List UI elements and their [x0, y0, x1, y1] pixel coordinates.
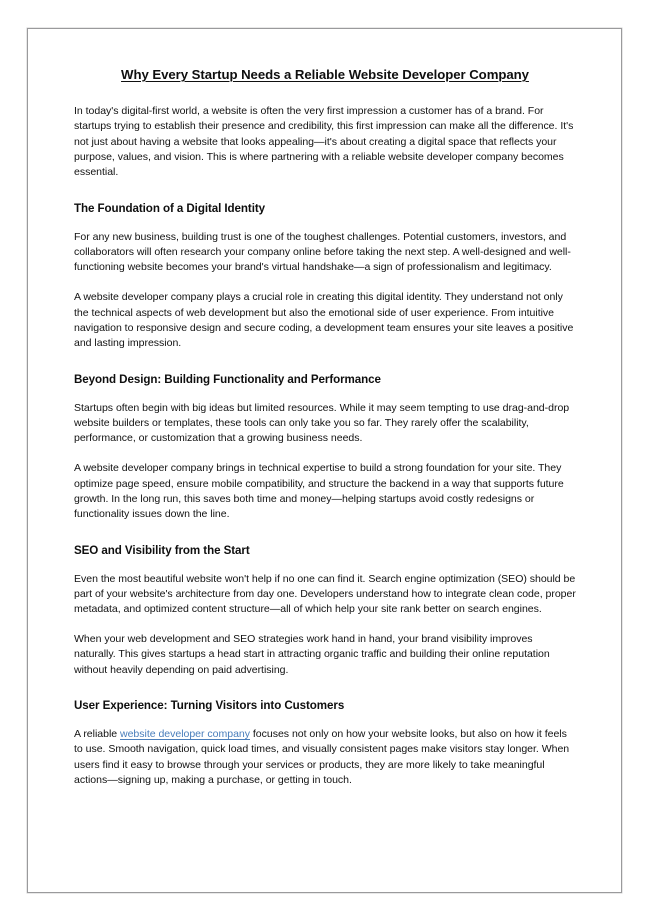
- paragraph-foundation-2: A website developer company plays a crucial role in creating this digital identity. They understand not only the technical aspects of web development but also the emotional side of user experience. From intuitive navigation to responsive design and secure coding, a development team ensures your site leaves a positive and lasting impression.: [74, 291, 574, 350]
- paragraph-seo-1: Even the most beautiful website won't help if no one can find it. Search engine optimization (SEO) should be part of your website's architecture from day one. Developers understand how to integrate clean code, proper metadata, and optimized content structure—all of which help your site rank better on search engines.: [74, 572, 576, 616]
- paragraph-intro: In today's digital-first world, a website is often the very first impression a customer has of a brand. For startups trying to establish their presence and credibility, this first impression can make all the difference. It's not just about having a website that looks appealing—it's about creating a digital space that reflects your purpose, values, and vision. This is where partnering with a reliable website developer company becomes essential.: [74, 105, 574, 179]
- heading-user-experience: User Experience: Turning Visitors into Customers: [74, 699, 345, 713]
- page-title: [74, 67, 576, 83]
- website-developer-company-link[interactable]: website developer company: [120, 728, 250, 741]
- heading-beyond-design: Beyond Design: Building Functionality and Performance: [74, 372, 381, 386]
- document-page: [27, 28, 622, 893]
- paragraph-foundation-1: For any new business, building trust is one of the toughest challenges. Potential customers, investors, and collaborators will often research your company online before taking the next step. A well-designed and well-functioning website becomes your brand's virtual handshake—a sign of professionalism and legitimacy.: [74, 230, 571, 274]
- paragraph-beyond-2: A website developer company brings in technical expertise to build a strong foundation for your site. They optimize page speed, ensure mobile compatibility, and structure the backend in a way that supports future growth. In the long run, this saves both time and money—helping startups avoid costly redesigns or functionality issues down the line.: [74, 462, 564, 521]
- ux-text-after-link: focuses not only on how your website looks, but also on how it feels to use. Smooth navigation, quick load times, and visually consistent pages make visitors stay longer. When users find it easy to browse through your services or products, they are more likely to take meaningful actions—signing up, making a purchase, or getting in touch.: [74, 728, 570, 787]
- heading-foundation: The Foundation of a Digital Identity: [74, 201, 265, 215]
- ux-text-before-link: A reliable: [74, 728, 120, 741]
- paragraph-user-experience-1: [74, 727, 576, 788]
- paragraph-seo-2: When your web development and SEO strategies work hand in hand, your brand visibility improves naturally. This gives startups a head start in attracting organic traffic and building their online reputation without heavily depending on paid advertising.: [74, 633, 550, 676]
- page-title-text: [121, 67, 529, 82]
- paragraph-beyond-1: Startups often begin with big ideas but limited resources. While it may seem tempting to use drag-and-drop website builders or templates, these tools can only take you so far. They rarely offer the scalability, performance, or customization that a growing business needs.: [74, 401, 570, 445]
- heading-seo: SEO and Visibility from the Start: [74, 543, 250, 557]
- document-body: [74, 67, 576, 788]
- page-title-inner: Why Every Startup Needs a Reliable Website Developer Company: [121, 67, 529, 82]
